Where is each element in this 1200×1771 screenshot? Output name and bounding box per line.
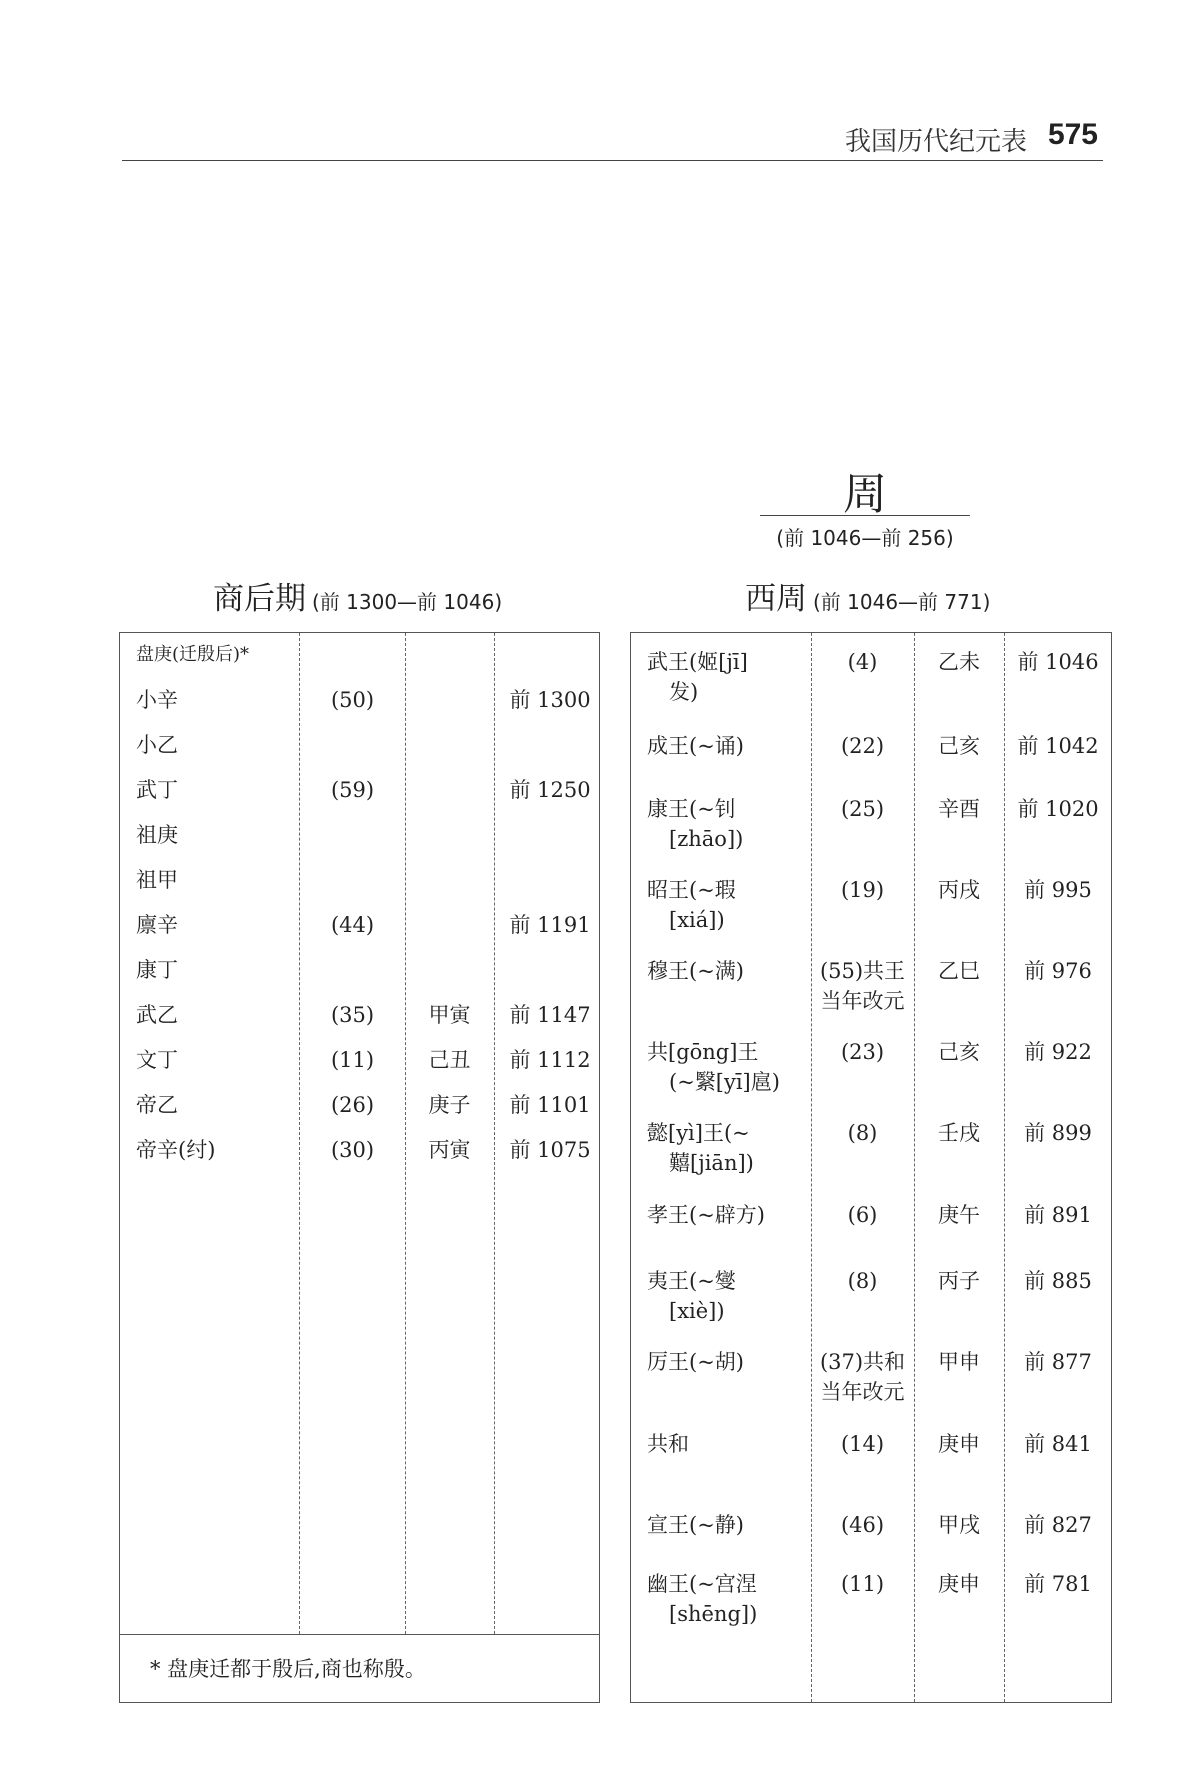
- xizhou-heading: [745, 573, 990, 618]
- start-year: 前 1112: [509, 1048, 591, 1072]
- table-row: [631, 956, 1111, 1018]
- reign-name: 昭王(~瑕: [647, 878, 736, 902]
- footnote-rule: [120, 1634, 599, 1635]
- reign-name: 共[gōng]王: [647, 1040, 759, 1064]
- ganzhi: 庚子: [428, 1093, 471, 1117]
- ganzhi: 丙子: [938, 1269, 980, 1293]
- reign-years: (55)共王: [819, 959, 906, 983]
- reign-name: 康丁: [136, 958, 178, 982]
- reign-name: 武乙: [136, 1003, 178, 1027]
- reign-years: (8): [847, 1269, 878, 1293]
- reign-name: 盘庚(迁殷后)*: [136, 644, 250, 665]
- reign-name: 祖庚: [136, 823, 178, 847]
- reign-name: 帝辛(纣): [136, 1138, 216, 1162]
- start-year: 前 1075: [509, 1138, 591, 1162]
- reign-name-cont: [shēng]): [669, 1602, 758, 1626]
- reign-years: (23): [840, 1040, 885, 1064]
- reign-name: 武丁: [136, 778, 178, 802]
- table-row: [631, 1037, 1111, 1099]
- start-year: 前 995: [1024, 878, 1092, 902]
- table-row: [631, 1429, 1111, 1491]
- xizhou-title: 西周: [745, 581, 807, 617]
- reign-name: 幽王(~宫涅: [647, 1572, 757, 1596]
- page-number: 575: [1047, 118, 1098, 151]
- table-row: [631, 731, 1111, 793]
- xizhou-table: [630, 632, 1112, 1703]
- start-year: 前 1042: [1017, 734, 1099, 758]
- table-row: [120, 685, 599, 725]
- reign-name: 懿[yì]王(~: [647, 1121, 750, 1145]
- reign-name: 穆王(~满): [647, 959, 744, 983]
- reign-name-cont: [zhāo]): [669, 827, 744, 851]
- reign-name: 小乙: [136, 733, 178, 757]
- start-year: 前 1046: [1017, 650, 1099, 674]
- ganzhi: 甲申: [938, 1350, 980, 1374]
- reign-name-cont: (~繄[yī]扈): [669, 1070, 780, 1094]
- start-year: 前 885: [1024, 1269, 1092, 1293]
- table-row: [120, 775, 599, 815]
- ganzhi: 壬戌: [938, 1121, 980, 1145]
- table-row: [120, 1135, 599, 1175]
- table-row: [120, 1090, 599, 1130]
- shang-range: (前 1300—前 1046): [312, 590, 503, 614]
- reign-name: 共和: [647, 1432, 689, 1456]
- reign-name: 康王(~钊: [647, 797, 736, 821]
- zhou-rule: [760, 515, 970, 516]
- start-year: 前 827: [1024, 1513, 1092, 1537]
- reign-name: 夷王(~燮: [647, 1269, 736, 1293]
- start-year: 前 781: [1024, 1572, 1092, 1596]
- reign-years-note: 当年改元: [820, 1380, 905, 1404]
- reign-name: 武王(姬[jī]: [647, 650, 748, 674]
- start-year: 前 1191: [509, 913, 591, 937]
- shang-heading: [213, 573, 502, 618]
- table-row: [120, 1000, 599, 1040]
- table-row: [631, 1569, 1111, 1631]
- reign-years: (11): [840, 1572, 885, 1596]
- start-year: 前 899: [1024, 1121, 1092, 1145]
- reign-name: 小辛: [136, 688, 178, 712]
- start-year: 前 841: [1024, 1432, 1092, 1456]
- table-row: [631, 875, 1111, 937]
- ganzhi: 庚申: [938, 1572, 980, 1596]
- reign-name: 祖甲: [136, 868, 178, 892]
- reign-name-cont: [xiá]): [669, 908, 725, 932]
- table-row: [120, 910, 599, 950]
- table-row: [631, 1266, 1111, 1328]
- start-year: 前 976: [1024, 959, 1092, 983]
- start-year: 前 1250: [509, 778, 591, 802]
- reign-years: (59): [330, 778, 375, 802]
- table-row: [120, 730, 599, 770]
- ganzhi: 甲戌: [938, 1513, 980, 1537]
- ganzhi: 甲寅: [428, 1003, 471, 1027]
- table-row: [631, 647, 1111, 709]
- reign-years: (35): [330, 1003, 375, 1027]
- ganzhi: 丙寅: [428, 1138, 471, 1162]
- reign-name: 帝乙: [136, 1093, 178, 1117]
- ganzhi: 乙未: [938, 650, 980, 674]
- header-rule: [122, 160, 1103, 161]
- table-row: [631, 1347, 1111, 1409]
- ganzhi: 己亥: [938, 734, 980, 758]
- table-row: [120, 640, 599, 680]
- start-year: 前 891: [1024, 1203, 1092, 1227]
- reign-name: 成王(~诵): [647, 734, 744, 758]
- table-row: [631, 1118, 1111, 1180]
- reign-years: (22): [840, 734, 885, 758]
- reign-years: (19): [840, 878, 885, 902]
- start-year: 前 1101: [509, 1093, 591, 1117]
- table-row: [631, 1510, 1111, 1572]
- start-year: 前 922: [1024, 1040, 1092, 1064]
- ganzhi: 乙巳: [938, 959, 980, 983]
- start-year: 前 1020: [1017, 797, 1099, 821]
- table-row: [120, 955, 599, 995]
- start-year: 前 1147: [509, 1003, 591, 1027]
- start-year: 前 877: [1024, 1350, 1092, 1374]
- reign-name: 文丁: [136, 1048, 178, 1072]
- ganzhi: 庚申: [938, 1432, 980, 1456]
- ganzhi: 庚午: [938, 1203, 980, 1227]
- ganzhi: 丙戌: [938, 878, 980, 902]
- ganzhi: 己亥: [938, 1040, 980, 1064]
- xizhou-range: (前 1046—前 771): [813, 590, 991, 614]
- footnote: * 盘庚迁都于殷后,商也称殷。: [150, 1657, 426, 1681]
- table-row: [631, 794, 1111, 856]
- reign-name-cont: 囏[jiān]): [669, 1151, 754, 1175]
- ganzhi: 己丑: [428, 1048, 471, 1072]
- header-title: 我国历代纪元表: [844, 127, 1027, 157]
- zhou-range: (前 1046—前 256): [776, 526, 954, 550]
- reign-years: (8): [847, 1121, 878, 1145]
- reign-name: 宣王(~静): [647, 1513, 744, 1537]
- reign-name: 厉王(~胡): [647, 1350, 744, 1374]
- reign-name-cont: 发): [669, 680, 699, 704]
- shang-table: [119, 632, 600, 1703]
- reign-name: 廪辛: [136, 913, 178, 937]
- reign-years: (30): [330, 1138, 375, 1162]
- reign-years: (11): [330, 1048, 375, 1072]
- reign-name-cont: [xiè]): [669, 1299, 725, 1323]
- reign-years: (44): [330, 913, 375, 937]
- ganzhi: 辛酉: [938, 797, 980, 821]
- table-row: [631, 1200, 1111, 1262]
- reign-years: (46): [840, 1513, 885, 1537]
- reign-years-note: 当年改元: [820, 989, 905, 1013]
- reign-years: (14): [840, 1432, 885, 1456]
- zhou-title: 周: [843, 469, 887, 520]
- table-row: [120, 820, 599, 860]
- reign-years: (50): [330, 688, 375, 712]
- start-year: 前 1300: [509, 688, 591, 712]
- table-row: [120, 1045, 599, 1085]
- reign-name: 孝王(~辟方): [647, 1203, 765, 1227]
- reign-years: (4): [847, 650, 878, 674]
- reign-years: (25): [840, 797, 885, 821]
- table-row: [120, 865, 599, 905]
- reign-years: (37)共和: [819, 1350, 906, 1374]
- reign-years: (26): [330, 1093, 375, 1117]
- reign-years: (6): [847, 1203, 878, 1227]
- shang-title: 商后期: [213, 581, 306, 617]
